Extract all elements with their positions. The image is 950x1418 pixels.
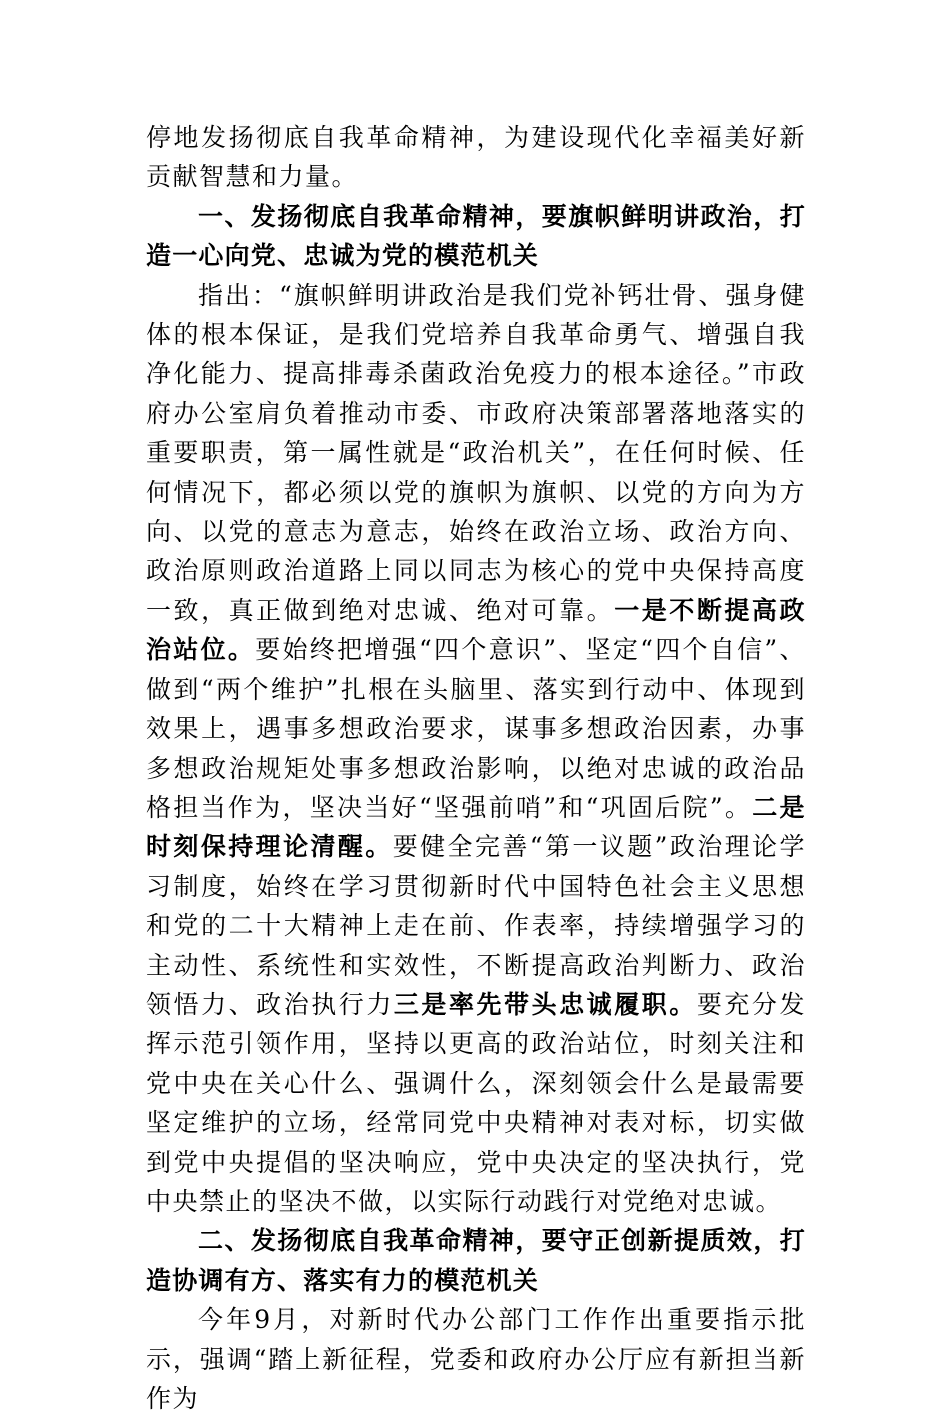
paragraph-continuation: 停地发扬彻底自我革命精神，为建设现代化幸福美好新贡献智慧和力量。 (146, 123, 806, 192)
section-heading-2: 二、发扬彻底自我革命精神，要守正创新提质效，打造协调有方、落实有力的模范机关 (146, 1226, 806, 1295)
paragraph-text: 指出：“旗帜鲜明讲政治是我们党补钙壮骨、强身健体的根本保证，是我们党培养自我革命勇气、增强自我净化能力、提高排毒杀菌政治免疫力的根本途径。”市政府办公室肩负着推动市委、市政府决策部署落地落实的重要职责，第一属性就是“政治机关”，在任何时候、任何情况下，都必须以党的旗帜为旗帜、以党的方向为方向、以党的意志为意志，始终在政治立场、政治方向、政治原则政治道路上同以同志为核心的党中央保持高度一致，真正做到绝对忠诚、绝对可靠。 (146, 280, 806, 625)
paragraph-section-2: 今年9月，对新时代办公部门工作作出重要指示批示，强调“踏上新征程，党委和政府办公厅应有新担当新作为 (146, 1305, 806, 1413)
bold-point-2: 二是时刻保持理论清醒。 (146, 792, 806, 862)
bold-point-3: 三是率先带头忠诚履职。 (393, 989, 697, 1019)
paragraph-section-1 (146, 276, 806, 1222)
paragraph-text: 要健全完善“第一议题”政治理论学习制度，始终在学习贯彻新时代中国特色社会主义思想和党的二十大精神上走在前、作表率，持续增强学习的主动性、系统性和实效性，不断提高政治判断力、政治领悟力、政治执行力 (146, 832, 806, 1019)
paragraph-text: 要充分发挥示范引领作用，坚持以更高的政治站位，时刻关注和党中央在关心什么、强调什么，深刻领会什么是最需要坚定维护的立场，经常同党中央精神对表对标，切实做到党中央提倡的坚决响应，党中央决定的坚决执行，党中央禁止的坚决不做，以实际行动践行对党绝对忠诚。 (146, 989, 806, 1216)
document-body (146, 118, 806, 1418)
bold-point-1: 一是不断提高政治站位。 (146, 595, 806, 665)
section-heading-1: 一、发扬彻底自我革命精神，要旗帜鲜明讲政治，打造一心向党、忠诚为党的模范机关 (146, 201, 806, 271)
paragraph-text: 要始终把增强“四个意识”、坚定“四个自信”、做到“两个维护”扎根在头脑里、落实到行动中、体现到效果上，遇事多想政治要求，谋事多想政治因素，办事多想政治规矩处事多想政治影响，以绝对忠诚的政治品格担当作为，坚决当好“坚强前哨”和“巩固后院”。 (146, 635, 806, 822)
